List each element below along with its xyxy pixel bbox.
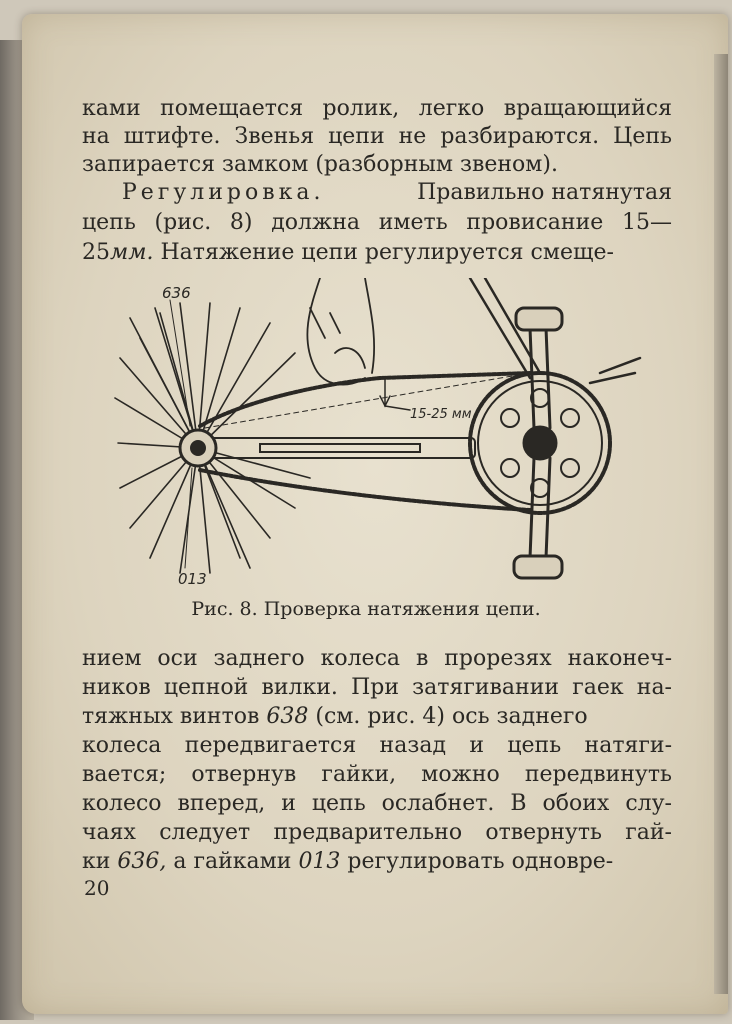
leader-013 xyxy=(185,468,192,568)
text-segment: колеса передвигается назад и цепь натяги- xyxy=(82,733,672,758)
next-page-edge xyxy=(714,54,728,994)
text-line xyxy=(82,96,672,122)
text-segment: Натяжение цепи регулируется смеще- xyxy=(153,240,614,265)
label-636: 636 xyxy=(162,284,191,302)
hand-drawing xyxy=(307,278,374,385)
chain-stay xyxy=(205,438,475,458)
text-segment: регулировать одновре- xyxy=(340,849,614,874)
text-line xyxy=(82,849,672,875)
unit-mm: мм. xyxy=(110,240,154,265)
text-line xyxy=(82,791,672,817)
text-segment: ников цепной вилки. При затягивании гаек на- xyxy=(82,675,672,700)
text-segment: Правильно натянутая xyxy=(417,180,672,205)
figure-caption: Рис. 8. Проверка натяжения цепи. xyxy=(191,598,541,620)
text-segment: ками помещается ролик, легко вращающийся xyxy=(82,96,672,121)
text-segment: (см. рис. 4) ось заднего xyxy=(308,704,588,729)
text-segment: цепь (рис. 8) должна иметь провисание 15— xyxy=(82,210,672,235)
text-segment: а гайками xyxy=(166,849,299,874)
text-line xyxy=(82,820,672,846)
text-segment: запирается замком (разборным звеном). xyxy=(82,152,558,177)
text-segment: на штифте. Звенья цепи не разбираются. Цепь xyxy=(82,124,672,149)
text-line xyxy=(82,762,672,788)
text-segment: нием оси заднего колеса в прорезях наконеч- xyxy=(82,646,672,671)
ref-number-638: 638 xyxy=(266,704,309,729)
ref-number-013: 013 xyxy=(298,849,341,874)
text-line xyxy=(82,646,672,672)
text-line xyxy=(82,675,672,701)
text-line xyxy=(82,733,672,759)
text-line xyxy=(82,240,672,266)
text-line xyxy=(122,180,672,206)
ref-number-636: 636, xyxy=(117,849,167,874)
text-segment: колесо вперед, и цепь ослабнет. В обоих слу- xyxy=(82,791,672,816)
text-line xyxy=(82,210,672,236)
section-heading-regulirovka: Регулировка. xyxy=(122,180,325,205)
text-line xyxy=(82,704,672,730)
text-line xyxy=(82,124,672,150)
figure-chain-tension xyxy=(110,278,650,588)
text-segment: тяжных винтов xyxy=(82,704,267,729)
chainring xyxy=(470,373,610,513)
label-sag: 15-25 мм xyxy=(410,407,472,422)
text-line xyxy=(82,152,672,178)
text-segment: вается; отвернув гайки, можно передвинуть xyxy=(82,762,672,787)
label-013: 013 xyxy=(178,570,207,588)
page-number: 20 xyxy=(84,876,110,900)
text-segment: чаях следует предварительно отвернуть гай- xyxy=(82,820,672,845)
text-segment: 25 xyxy=(82,240,110,265)
text-segment: ки xyxy=(82,849,118,874)
